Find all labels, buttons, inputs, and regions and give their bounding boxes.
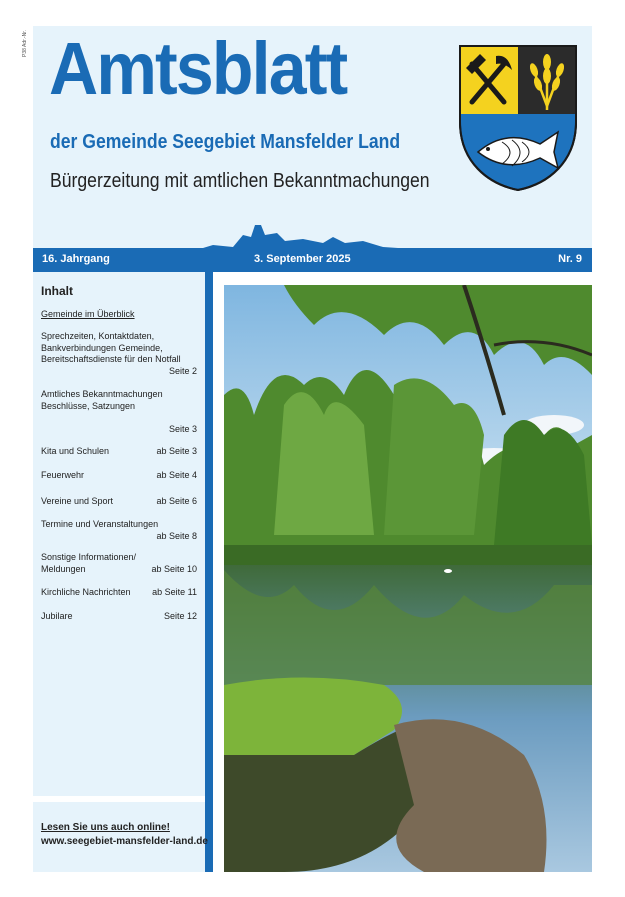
- toc-entry-label: Vereine und Sport: [41, 496, 114, 506]
- online-box: [33, 802, 208, 872]
- issue-number: Nr. 9: [558, 253, 582, 265]
- subtitle: der Gemeinde Seegebiet Mansfelder Land: [50, 131, 401, 153]
- online-hint: Lesen Sie uns auch online!: [41, 822, 170, 833]
- toc-entry-label: Kirchliche Nachrichten: [41, 587, 131, 597]
- issue-date: 3. September 2025: [254, 253, 351, 265]
- toc-entry-page: Seite 3: [168, 423, 197, 434]
- masthead: [33, 26, 592, 272]
- toc-entry-label: Termine und Veranstaltungen: [41, 519, 159, 529]
- toc-entry-page: Seite 2: [168, 365, 197, 376]
- cover-photo: [224, 285, 592, 872]
- toc-entry-church[interactable]: [41, 587, 197, 599]
- toc-entry-page: Seite 12: [163, 611, 197, 621]
- toc-entry-page: ab Seite 8: [156, 530, 197, 541]
- toc-entry-label: Kita und Schulen: [41, 446, 110, 456]
- volume-label: 16. Jahrgang: [42, 253, 110, 265]
- website-link[interactable]: www.seegebiet-mansfelder-land.de: [41, 836, 208, 847]
- toc-entry-page: ab Seite 11: [152, 587, 197, 597]
- coat-of-arms-icon: [458, 44, 578, 192]
- toc-entry-label: Amtliches Bekanntmachungen Beschlüsse, Satzungen: [41, 389, 163, 411]
- issue-info-bar: [33, 248, 592, 270]
- toc-entry-events[interactable]: [41, 519, 197, 542]
- toc-entry-clubs[interactable]: [41, 496, 197, 508]
- table-of-contents: [33, 272, 205, 796]
- toc-entry-page: ab Seite 6: [156, 496, 197, 506]
- toc-entry-label: Sonstige Informationen/ Meldungen: [41, 552, 137, 574]
- toc-entry-label: Jubilare: [41, 611, 73, 621]
- toc-entry-page: ab Seite 10: [151, 563, 197, 574]
- side-code: P38 Adr.-Nr.: [22, 30, 28, 57]
- divider: [205, 272, 213, 872]
- toc-entry-label: Feuerwehr: [41, 470, 85, 480]
- toc-entry-overview[interactable]: [41, 309, 197, 321]
- toc-entry-announcements[interactable]: [41, 389, 197, 435]
- toc-heading: Inhalt: [41, 284, 73, 298]
- toc-entry-label: Sprechzeiten, Kontaktdaten, Bankverbindungen Gemeinde, Bereitschaftsdienste für den Notfall: [41, 331, 181, 364]
- toc-entry-schools[interactable]: [41, 446, 197, 458]
- toc-entry-page: ab Seite 4: [156, 470, 197, 480]
- toc-entry-label: Gemeinde im Überblick: [41, 309, 135, 319]
- toc-entry-other-info[interactable]: [41, 552, 197, 575]
- toc-entry-anniversaries[interactable]: [41, 611, 197, 623]
- toc-entry-office-hours[interactable]: [41, 331, 197, 377]
- page-title: Amtsblatt: [49, 27, 347, 110]
- toc-entry-fire-brigade[interactable]: [41, 470, 197, 482]
- toc-entry-page: ab Seite 3: [156, 446, 197, 456]
- tagline: Bürgerzeitung mit amtlichen Bekanntmachungen: [50, 170, 430, 192]
